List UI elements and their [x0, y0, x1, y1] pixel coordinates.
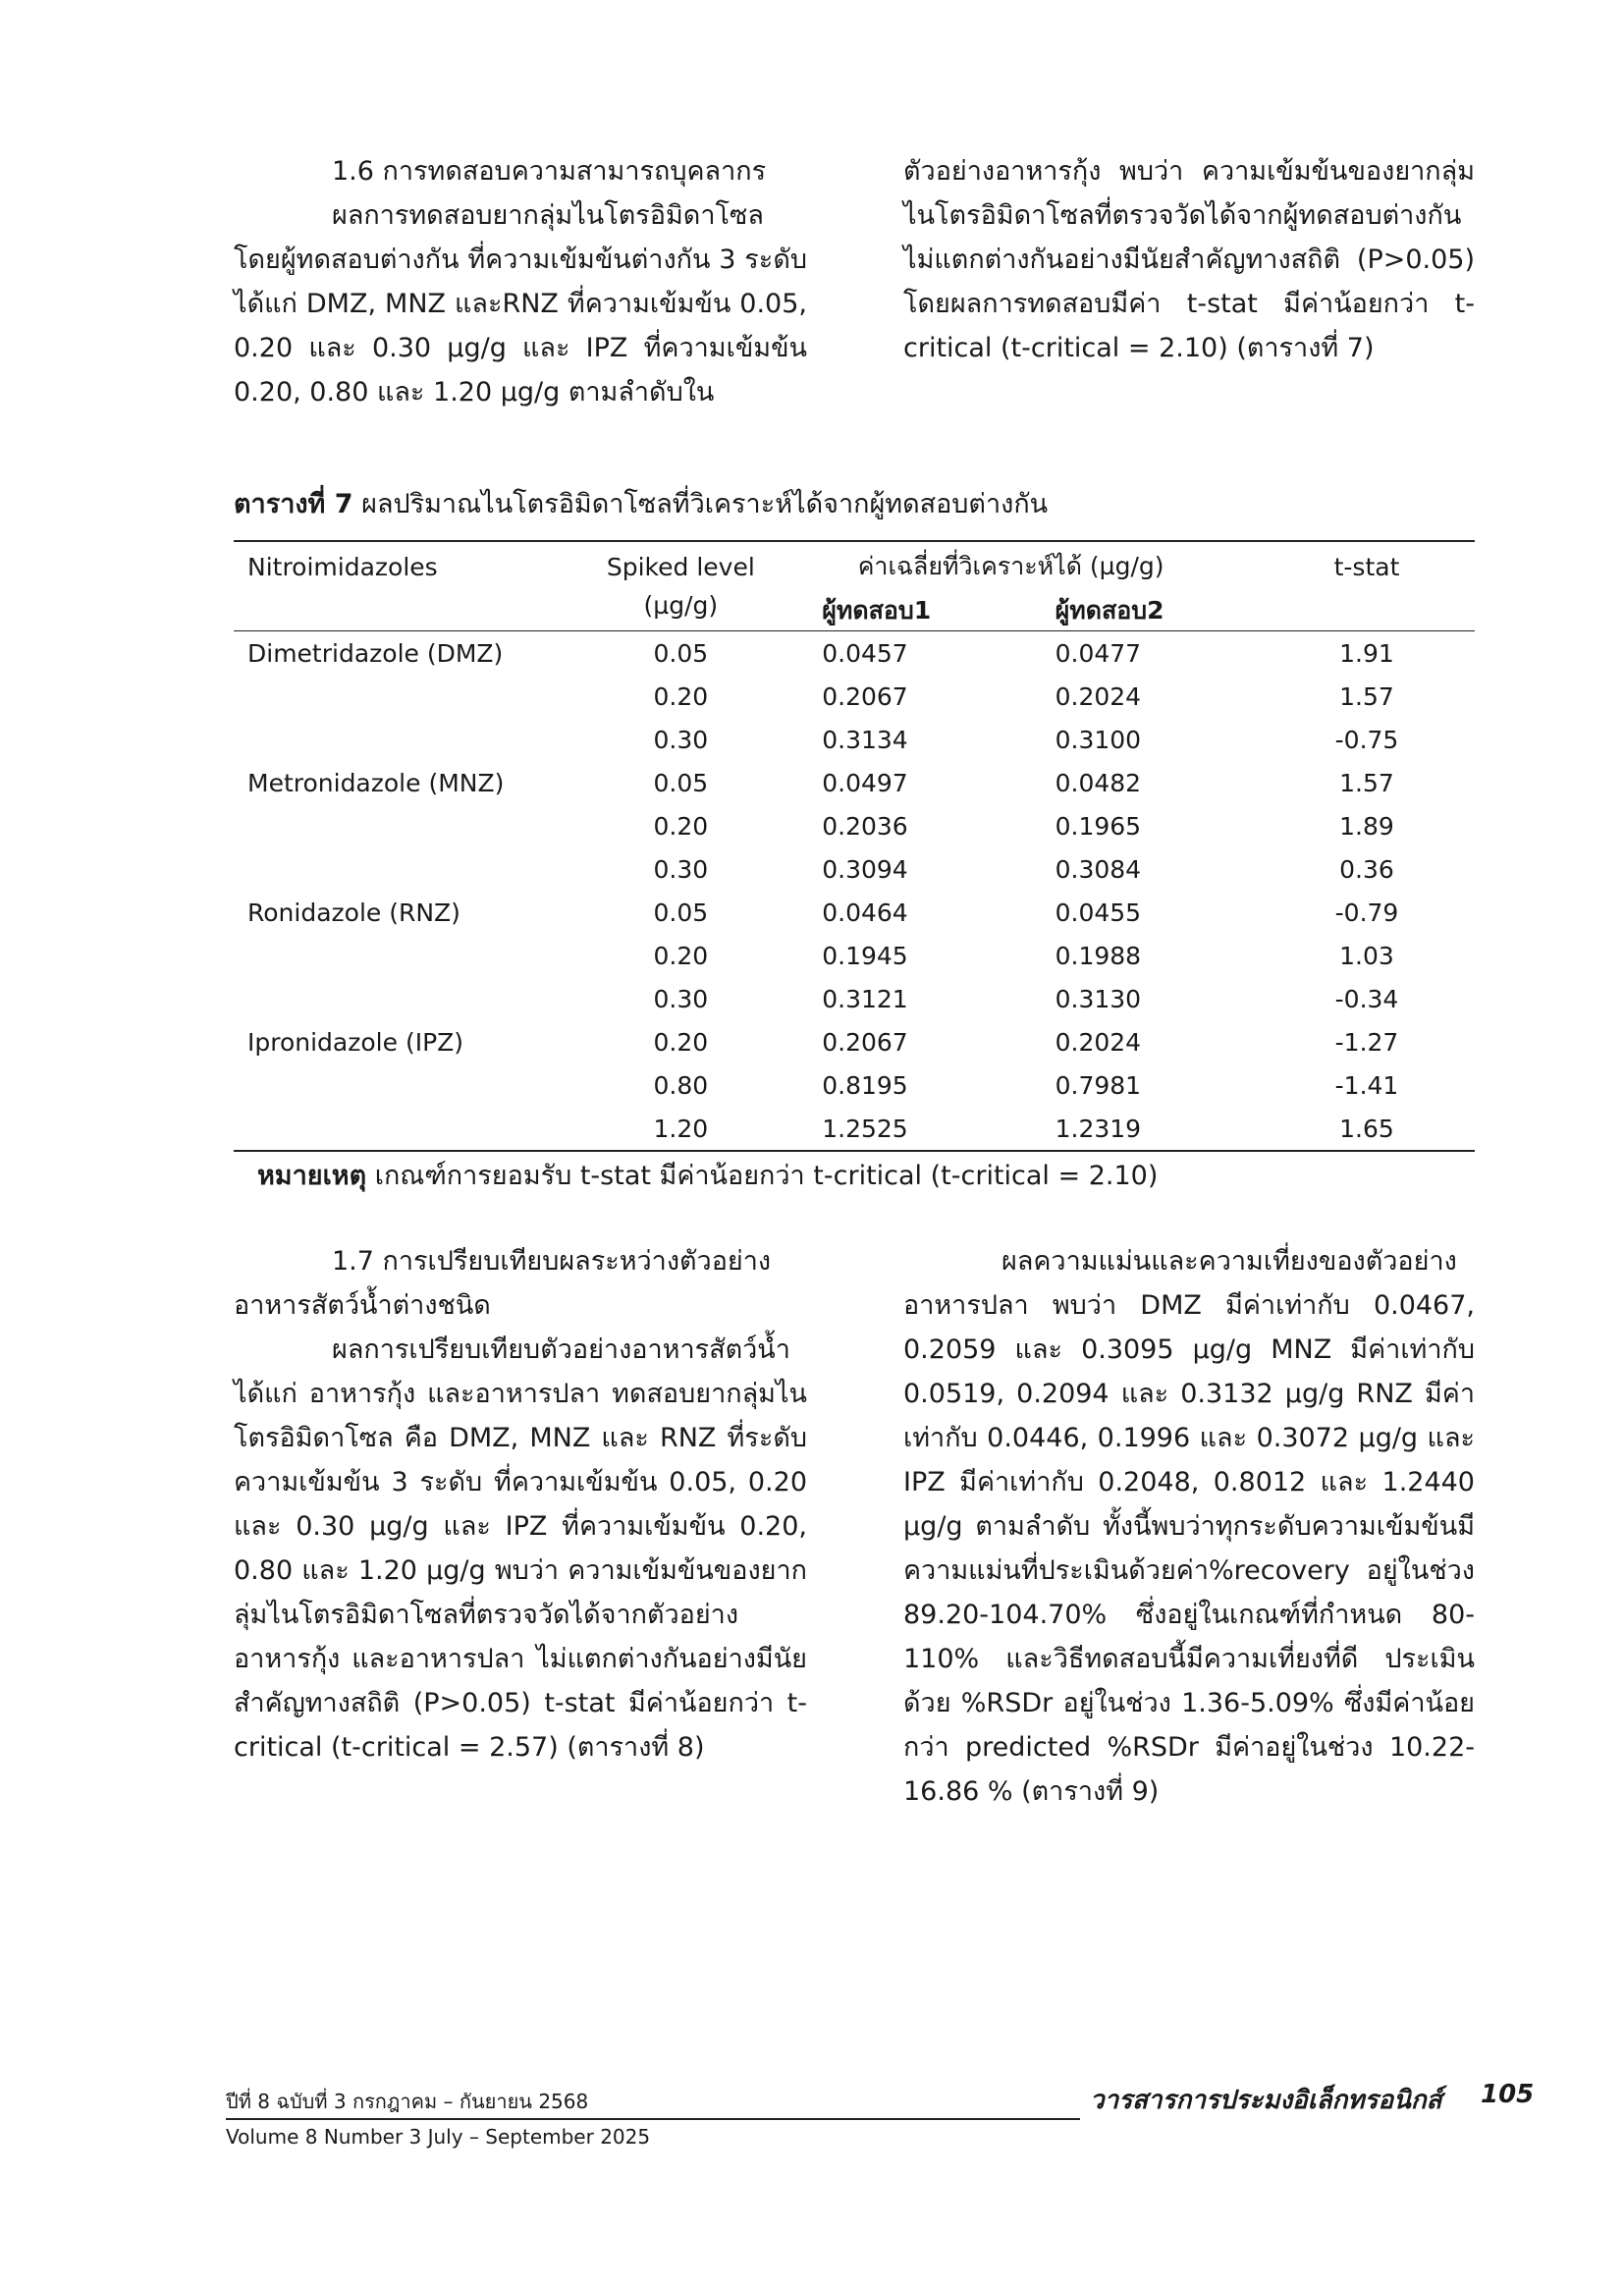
section-paragraph-continued: ตัวอย่างอาหารกุ้ง พบว่า ความเข้มข้นของยากลุ่มไนโตรอิมิดาโซลที่ตรวจวัดได้จากผู้ทดสอบต่างกัน ไม่แตกต่างกันอย่างมีนัยสำคัญทางสถิติ (P>0.05) โดยผลการทดสอบมีค่า t-stat มีค่าน้อยกว่า t-critical (t-critical = 2.10) (ตารางที่ 7)	[903, 156, 1475, 363]
cell-spiked-level: 0.20	[653, 941, 709, 970]
table-caption-text: ผลปริมาณไนโตรอิมิดาโซลที่วิเคราะห์ได้จากผู้ทดสอบต่างกัน	[361, 489, 1049, 519]
cell-spiked-level: 1.20	[598, 1107, 763, 1151]
section-paragraph: ผลการเปรียบเทียบตัวอย่างอาหารสัตว์น้ำ ได้แก่ อาหารกุ้ง และอาหารปลา ทดสอบยากลุ่มไนโตรอิมิดาโซล คือ DMZ, MNZ และ RNZ ที่ระดับความเข้มข้น 3 ระดับ ที่ความเข้มข้น 0.05, 0.20 และ 0.30 µg/g และ IPZ ที่ความเข้มข้น 0.20, 0.80 และ 1.20 µg/g พบว่า ความเข้มข้นของยากลุ่มไนโตรอิมิดาโซลที่ตรวจวัดได้จากตัวอย่างอาหารกุ้ง และอาหารปลา ไม่แตกต่างกันอย่างมีนัยสำคัญทางสถิติ (P>0.05) t-stat มีค่าน้อยกว่า t-critical (t-critical = 2.57) (ตารางที่ 8)	[234, 1334, 807, 1763]
cell-tstat: 0.36	[1339, 854, 1394, 884]
cell-tester2: 0.3084	[1055, 854, 1142, 884]
cell-compound	[234, 847, 598, 891]
cell-compound	[234, 934, 598, 977]
cell-spiked-level: 0.80	[653, 1070, 709, 1100]
section-1-6-right-column	[903, 149, 1475, 370]
cell-spiked-level: 0.30	[653, 725, 709, 754]
cell-spiked-level: 0.30	[653, 984, 709, 1013]
cell-compound: Ipronidazole (IPZ)	[247, 1027, 464, 1057]
cell-tester1: 0.3121	[822, 984, 908, 1013]
table-note-label: หมายเหตุ	[257, 1161, 367, 1191]
cell-tstat: 1.89	[1339, 811, 1394, 841]
cell-spiked-level: 0.20	[653, 811, 709, 841]
cell-tester2: 0.2024	[1055, 1027, 1142, 1057]
cell-tstat: -1.41	[1334, 1070, 1399, 1100]
cell-compound: Metronidazole (MNZ)	[247, 768, 505, 797]
table-row	[234, 718, 1475, 761]
footer-issue-thai: ปีที่ 8 ฉบับที่ 3 กรกฎาคม – กันยายน 2568	[226, 2090, 589, 2113]
cell-tstat: 1.57	[1339, 768, 1394, 797]
cell-tester2: 0.0482	[1055, 768, 1142, 797]
cell-tester1: 0.2067	[822, 681, 908, 711]
cell-tester1: 0.3094	[822, 854, 908, 884]
header-spiked-level: Spiked level	[598, 541, 763, 591]
section-1-7-right-column	[903, 1239, 1475, 1814]
table-row	[234, 934, 1475, 977]
cell-tstat: 1.03	[1339, 941, 1394, 970]
section-paragraph-2: ผลความแม่นและความเที่ยงของตัวอย่างอาหารปลา พบว่า DMZ มีค่าเท่ากับ 0.0467, 0.2059 และ 0.3095 µg/g MNZ มีค่าเท่ากับ 0.0519, 0.2094 และ 0.3132 µg/g RNZ มีค่าเท่ากับ 0.0446, 0.1996 และ 0.3072 µg/g และ IPZ มีค่าเท่ากับ 0.2048, 0.8012 และ 1.2440 µg/g ตามลำดับ ทั้งนี้พบว่าทุกระดับความเข้มข้นมีความแม่นที่ประเมินด้วยค่า%recovery อยู่ในช่วง 89.20-104.70% ซึ่งอยู่ในเกณฑ์ที่กำหนด 80-110% และวิธีทดสอบนี้มีความเที่ยงที่ดี ประเมินด้วย %RSDr อยู่ในช่วง 1.36-5.09% ซึ่งมีค่าน้อยกว่า predicted %RSDr มีค่าอยู่ในช่วง 10.22-16.86 % (ตารางที่ 9)	[903, 1246, 1475, 1807]
cell-spiked-level: 0.20	[653, 1027, 709, 1057]
section-paragraph: ผลการทดสอบยากลุ่มไนโตรอิมิดาโซล โดยผู้ทดสอบต่างกัน ที่ความเข้มข้นต่างกัน 3 ระดับ ได้แก่ DMZ, MNZ และRNZ ที่ความเข้มข้น 0.05, 0.20 และ 0.30 µg/g และ IPZ ที่ความเข้มข้น 0.20, 0.80 และ 1.20 µg/g ตามลำดับใน	[234, 200, 807, 408]
cell-tester2: 0.0477	[1055, 638, 1142, 668]
cell-tester1: 0.3134	[822, 725, 908, 754]
cell-spiked-level: 0.05	[653, 898, 709, 927]
cell-tester1: 0.1945	[822, 941, 908, 970]
cell-compound	[234, 1063, 598, 1107]
footer-journal-name: วารสารการประมงอิเล็กทรอนิกส์	[1090, 2086, 1442, 2115]
table-row	[234, 631, 1475, 676]
section-1-7-left-column	[234, 1239, 807, 1769]
cell-tester2: 1.2319	[1026, 1107, 1259, 1151]
cell-tester1: 0.2067	[822, 1027, 908, 1057]
cell-spiked-level: 0.30	[653, 854, 709, 884]
cell-tester1: 0.2036	[822, 811, 908, 841]
table-row	[234, 761, 1475, 804]
cell-tstat: 1.65	[1259, 1107, 1475, 1151]
table-row	[234, 891, 1475, 934]
header-tstat: t-stat	[1259, 541, 1475, 591]
section-heading: 1.6 การทดสอบความสามารถบุคลากร	[332, 156, 767, 187]
cell-spiked-level: 0.20	[653, 681, 709, 711]
table-body	[234, 631, 1475, 1152]
cell-tester1: 1.2525	[763, 1107, 1025, 1151]
cell-tester2: 0.1965	[1055, 811, 1142, 841]
table-row	[234, 1063, 1475, 1107]
table-caption	[234, 485, 1048, 524]
footer-issue-english: Volume 8 Number 3 July – September 2025	[226, 2125, 651, 2149]
footer-rule	[226, 2118, 1080, 2120]
table-row	[234, 847, 1475, 891]
page-number: 105	[1481, 2080, 1535, 2109]
table-subheader-row	[234, 591, 1475, 631]
header-tester1: ผู้ทดสอบ1	[763, 591, 1025, 631]
cell-tester2: 0.2024	[1055, 681, 1142, 711]
cell-tstat: -0.34	[1334, 984, 1399, 1013]
section-1-6-left-column	[234, 149, 807, 414]
table-row	[234, 1107, 1475, 1151]
cell-compound: Dimetridazole (DMZ)	[247, 638, 504, 668]
cell-tester2: 0.7981	[1055, 1070, 1142, 1100]
cell-spiked-level: 0.05	[653, 638, 709, 668]
cell-tester1: 0.8195	[822, 1070, 908, 1100]
cell-compound	[234, 977, 598, 1020]
cell-tstat: 1.91	[1339, 638, 1394, 668]
cell-tstat: -0.75	[1334, 725, 1399, 754]
table-header-row	[234, 541, 1475, 591]
cell-tstat: -1.27	[1334, 1027, 1399, 1057]
cell-tester2: 0.0455	[1055, 898, 1142, 927]
cell-spiked-level: 0.05	[653, 768, 709, 797]
results-table	[234, 540, 1475, 1152]
cell-tester1: 0.0497	[822, 768, 908, 797]
cell-tstat: 1.57	[1339, 681, 1394, 711]
section-heading: 1.7 การเปรียบเทียบผลระหว่างตัวอย่างอาหารสัตว์น้ำต่างชนิด	[234, 1246, 772, 1321]
table-row	[234, 1020, 1475, 1063]
header-spiked-unit: (µg/g)	[598, 591, 763, 631]
cell-tester2: 0.1988	[1055, 941, 1142, 970]
table-caption-label: ตารางที่ 7	[234, 489, 353, 519]
cell-compound: Ronidazole (RNZ)	[247, 898, 460, 927]
header-tester2: ผู้ทดสอบ2	[1026, 591, 1259, 631]
table-row	[234, 804, 1475, 847]
cell-tester2: 0.3130	[1055, 984, 1142, 1013]
cell-tester1: 0.0464	[822, 898, 908, 927]
table-note-text: เกณฑ์การยอมรับ t-stat มีค่าน้อยกว่า t-critical (t-critical = 2.10)	[374, 1161, 1159, 1191]
cell-tester2: 0.3100	[1055, 725, 1142, 754]
cell-tester1: 0.0457	[822, 638, 908, 668]
table-row	[234, 977, 1475, 1020]
cell-compound	[234, 718, 598, 761]
cell-compound	[234, 804, 598, 847]
header-mean: ค่าเฉลี่ยที่วิเคราะห์ได้ (µg/g)	[763, 541, 1259, 591]
table-row	[234, 675, 1475, 718]
cell-tstat: -0.79	[1334, 898, 1399, 927]
header-compound: Nitroimidazoles	[234, 541, 598, 591]
table-note	[257, 1157, 1158, 1196]
cell-compound	[234, 675, 598, 718]
cell-compound	[234, 1107, 598, 1151]
